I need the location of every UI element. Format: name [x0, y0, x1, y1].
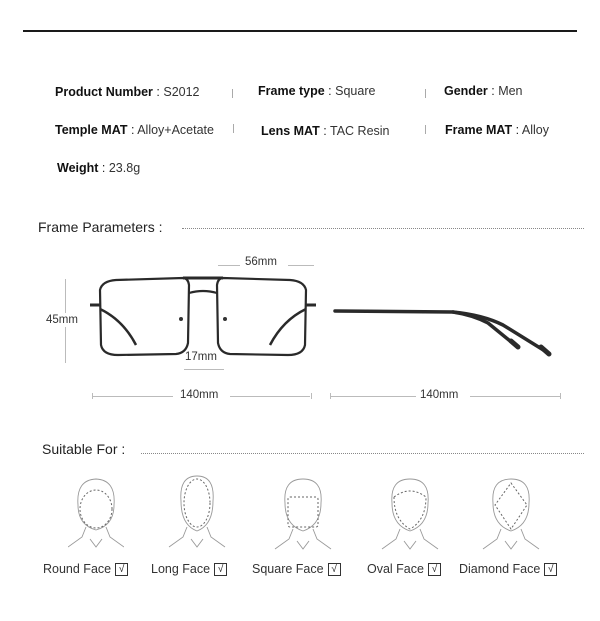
spec-temple-mat: Temple MAT : Alloy+Acetate: [55, 123, 214, 137]
face-label: Square Face: [252, 562, 324, 576]
face-diamond: [459, 562, 557, 576]
dotted-rule: [182, 228, 584, 229]
face-oval: [367, 562, 441, 576]
dimension-line: [331, 396, 416, 397]
dimension-line: [184, 369, 224, 370]
bridge-label: 17mm: [185, 351, 217, 363]
spec-frame-mat: Frame MAT : Alloy: [445, 123, 549, 137]
dimension-tick: [560, 393, 561, 399]
checkbox-icon: √: [428, 563, 441, 576]
dotted-rule: [141, 453, 584, 454]
face-label: Diamond Face: [459, 562, 541, 576]
spec-product-number: Product Number : S2012: [55, 85, 200, 99]
suitable-for-title: Suitable For :: [42, 441, 126, 457]
glasses-front-icon: [88, 275, 318, 360]
top-divider: [23, 30, 577, 32]
frame-parameters-title: Frame Parameters :: [38, 219, 163, 235]
checkbox-icon: √: [115, 563, 128, 576]
diamond-face-icon: [481, 475, 541, 553]
face-round: [43, 562, 128, 576]
separator: [425, 125, 426, 134]
lens-height-label: 45mm: [46, 314, 78, 326]
square-face-icon: [273, 475, 333, 553]
checkbox-icon: √: [214, 563, 227, 576]
face-label: Long Face: [151, 562, 211, 576]
face-label: Round Face: [43, 562, 112, 576]
spec-gender: Gender : Men: [444, 84, 523, 98]
separator: [233, 124, 234, 133]
dimension-line: [470, 396, 560, 397]
spec-weight: Weight : 23.8g: [57, 161, 141, 175]
face-label: Oval Face: [367, 562, 424, 576]
spec-frame-type: Frame type : Square: [258, 84, 376, 98]
temple-length-label: 140mm: [420, 389, 459, 401]
dimension-line: [218, 265, 240, 266]
face-square: [252, 562, 341, 576]
dimension-line: [288, 265, 314, 266]
dimension-tick: [311, 393, 312, 399]
spec-lens-mat: Lens MAT : TAC Resin: [261, 124, 390, 138]
checkbox-icon: √: [544, 563, 557, 576]
dimension-line: [230, 396, 310, 397]
lens-width-label: 56mm: [245, 256, 277, 268]
oval-face-icon: [380, 475, 440, 553]
dimension-line: [93, 396, 173, 397]
frame-width-label: 140mm: [180, 389, 219, 401]
face-long: [151, 562, 227, 576]
checkbox-icon: √: [328, 563, 341, 576]
separator: [232, 89, 233, 98]
round-face-icon: [68, 475, 124, 553]
glasses-temple-icon: [333, 303, 558, 363]
separator: [425, 89, 426, 98]
long-face-icon: [167, 473, 227, 553]
